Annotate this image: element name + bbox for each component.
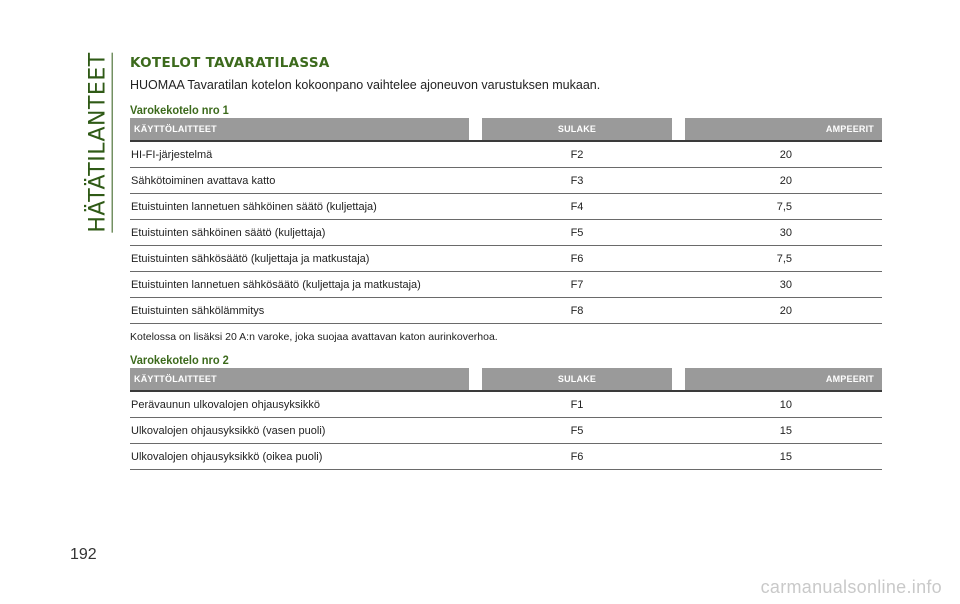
ampere-cell: 7,5	[685, 246, 882, 272]
page-number: 192	[70, 546, 97, 563]
device-cell: HI-FI-järjestelmä	[130, 141, 482, 168]
fuse-cell: F8	[482, 298, 685, 324]
device-cell: Etuistuinten lannetuen sähkösäätö (kuljettaja ja matkustaja)	[130, 272, 482, 298]
fuse-box-1-note: Kotelossa on lisäksi 20 A:n varoke, joka suojaa avattavan katon aurinkoverhoa.	[130, 331, 498, 343]
header-amperes: AMPEERIT	[685, 118, 882, 140]
ampere-cell: 10	[685, 391, 882, 418]
device-cell: Sähkötoiminen avattava katto	[130, 168, 482, 194]
table-header-row	[130, 368, 882, 391]
table-row	[130, 391, 882, 418]
page-content	[130, 54, 882, 470]
fuse-box-1-table	[130, 118, 882, 324]
table-row	[130, 298, 882, 324]
header-amperes: AMPEERIT	[685, 368, 882, 390]
fuse-box-1-title: Varokekotelo nro 1	[130, 103, 229, 117]
device-cell: Etuistuinten lannetuen sähköinen säätö (kuljettaja)	[130, 194, 482, 220]
header-fuse: SULAKE	[482, 118, 672, 140]
table-row	[130, 220, 882, 246]
fuse-cell: F4	[482, 194, 685, 220]
chapter-title: HÄTÄTILANTEET	[85, 51, 111, 233]
header-fuse: SULAKE	[482, 368, 672, 390]
table-row	[130, 444, 882, 470]
ampere-cell: 20	[685, 141, 882, 168]
device-cell: Perävaunun ulkovalojen ohjausyksikkö	[130, 391, 482, 418]
fuse-cell: F3	[482, 168, 685, 194]
table-row	[130, 418, 882, 444]
section-note: HUOMAA Tavaratilan kotelon kokoonpano vaihtelee ajoneuvon varustuksen mukaan.	[130, 78, 601, 92]
table-row	[130, 141, 882, 168]
section-title: KOTELOT TAVARATILASSA	[130, 55, 330, 71]
fuse-cell: F7	[482, 272, 685, 298]
table-row	[130, 194, 882, 220]
fuse-cell: F1	[482, 391, 685, 418]
table-header-row	[130, 118, 882, 141]
ampere-cell: 30	[685, 220, 882, 246]
device-cell: Etuistuinten sähköinen säätö (kuljettaja)	[130, 220, 482, 246]
table-row	[130, 246, 882, 272]
header-devices: KÄYTTÖLAITTEET	[130, 368, 469, 390]
ampere-cell: 15	[685, 418, 882, 444]
ampere-cell: 30	[685, 272, 882, 298]
fuse-cell: F6	[482, 246, 685, 272]
device-cell: Ulkovalojen ohjausyksikkö (oikea puoli)	[130, 444, 482, 470]
ampere-cell: 20	[685, 298, 882, 324]
fuse-cell: F2	[482, 141, 685, 168]
device-cell: Ulkovalojen ohjausyksikkö (vasen puoli)	[130, 418, 482, 444]
fuse-cell: F5	[482, 418, 685, 444]
device-cell: Etuistuinten sähkölämmitys	[130, 298, 482, 324]
watermark: carmanualsonline.info	[760, 577, 942, 597]
chapter-side-tab	[82, 48, 116, 236]
ampere-cell: 20	[685, 168, 882, 194]
fuse-box-2-title: Varokekotelo nro 2	[130, 353, 229, 367]
ampere-cell: 7,5	[685, 194, 882, 220]
fuse-cell: F6	[482, 444, 685, 470]
header-devices: KÄYTTÖLAITTEET	[130, 118, 469, 140]
table-row	[130, 168, 882, 194]
fuse-cell: F5	[482, 220, 685, 246]
fuse-box-2-table	[130, 368, 882, 470]
table-row	[130, 272, 882, 298]
device-cell: Etuistuinten sähkösäätö (kuljettaja ja matkustaja)	[130, 246, 482, 272]
ampere-cell: 15	[685, 444, 882, 470]
